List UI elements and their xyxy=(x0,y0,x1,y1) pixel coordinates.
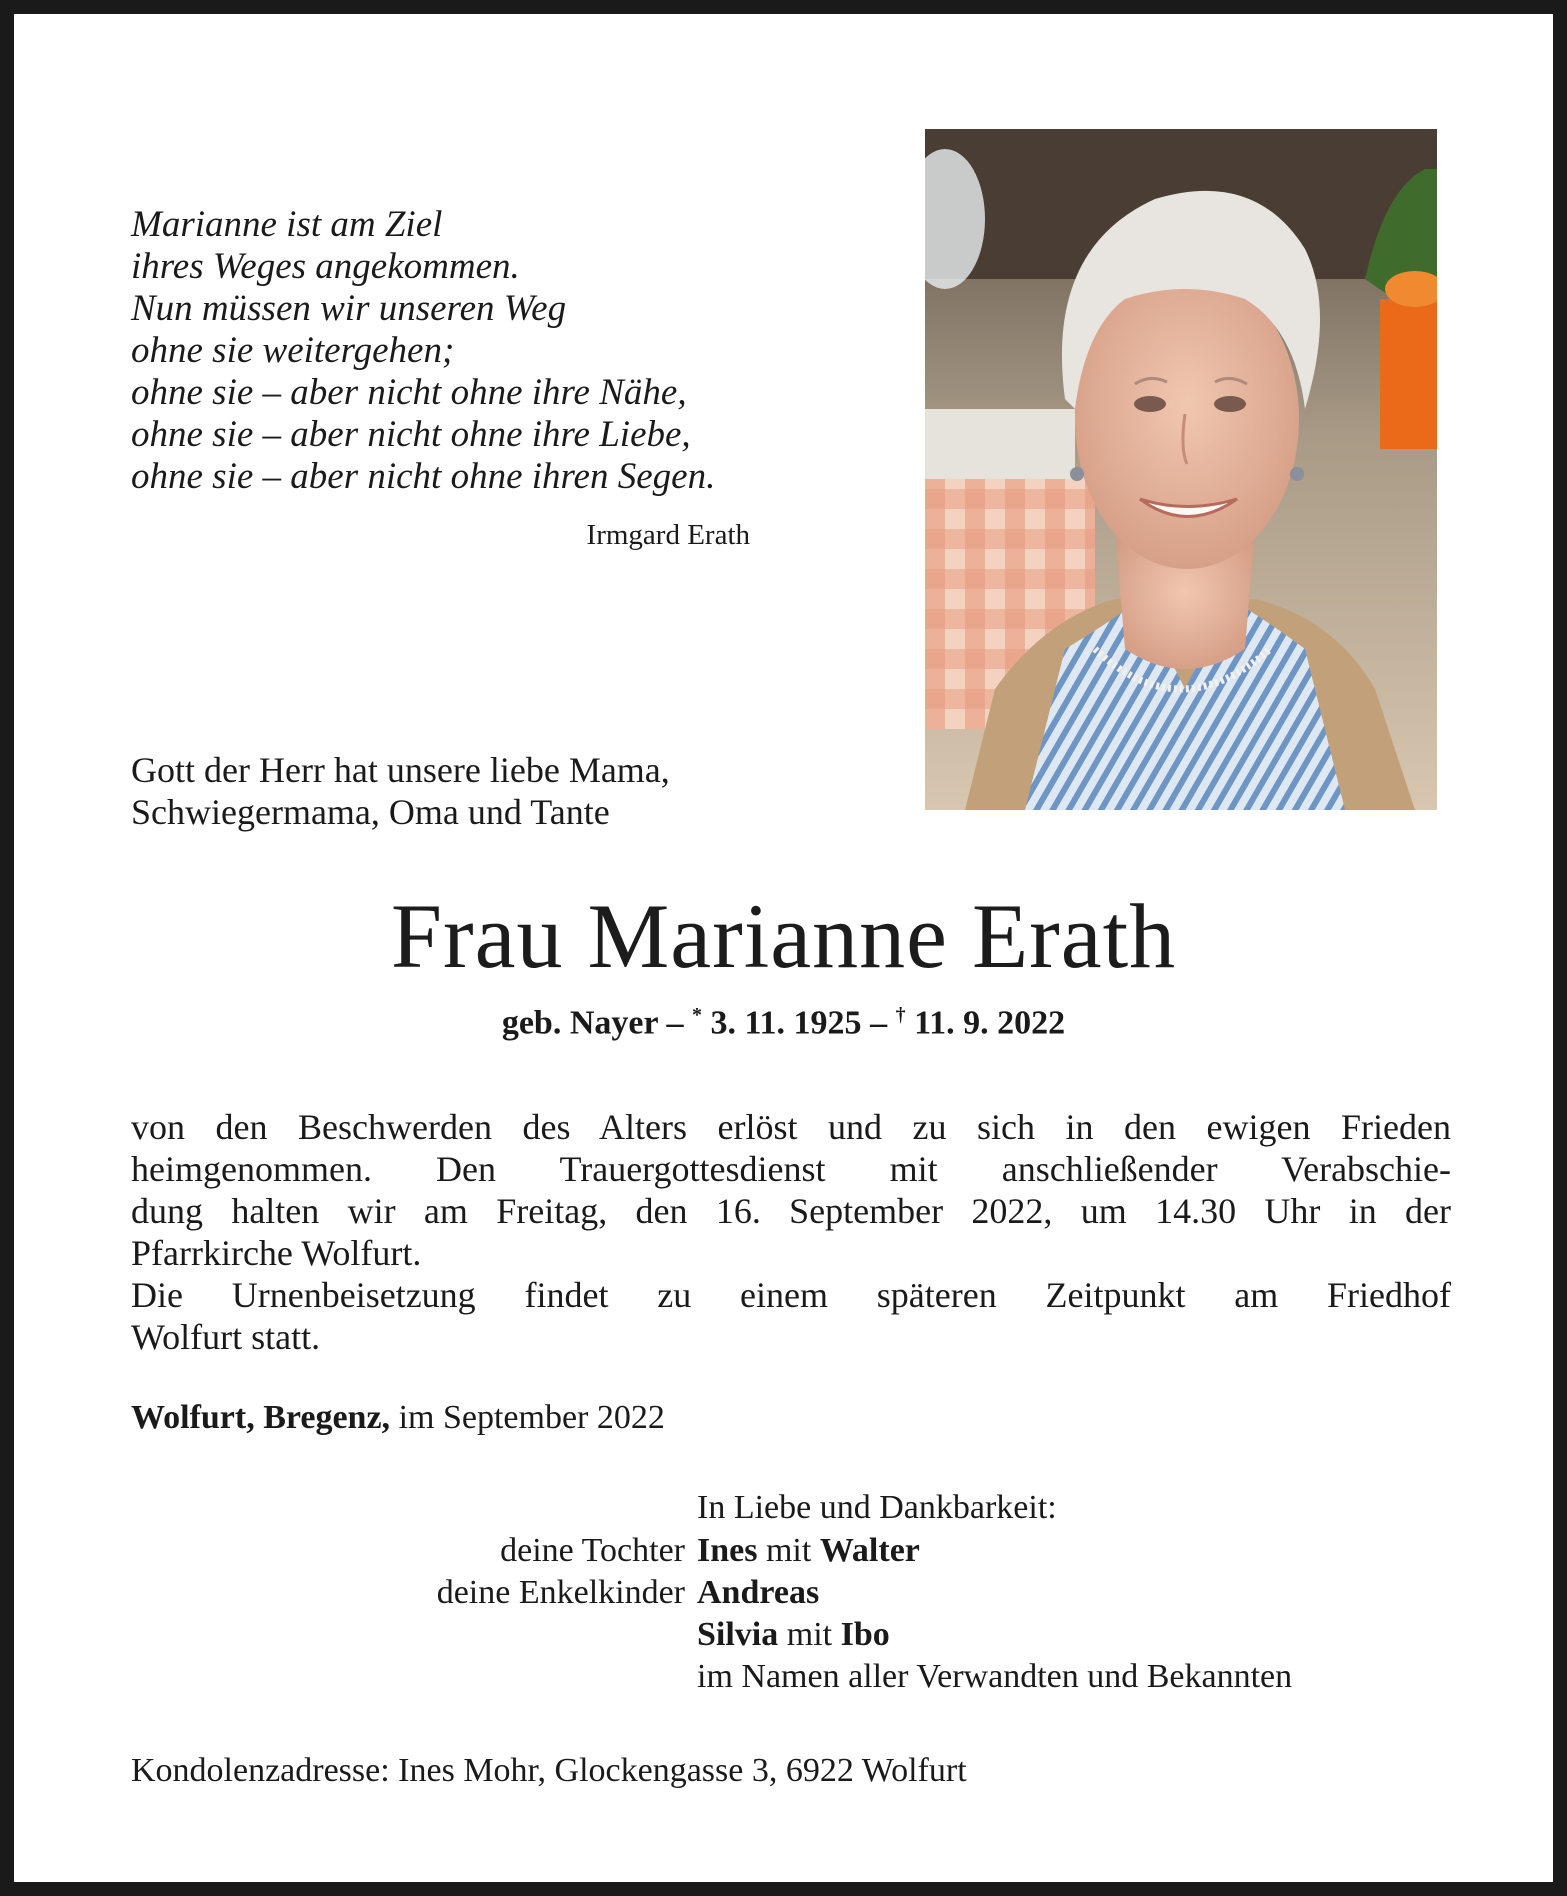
grandchild-2-name: Silvia xyxy=(697,1616,779,1653)
maiden-name: geb. Nayer xyxy=(501,1004,658,1042)
connector: mit xyxy=(757,1532,820,1569)
grandchild-2 xyxy=(697,1616,890,1654)
poem-line: ohne sie – aber nicht ohne ihre Liebe, xyxy=(131,414,691,455)
daughter-label: deine Tochter xyxy=(500,1532,685,1569)
deceased-name: Frau Marianne Erath xyxy=(390,885,1177,987)
poem-line: ohne sie – aber nicht ohne ihre Nähe, xyxy=(131,372,687,413)
death-date: 11. 9. 2022 xyxy=(905,1004,1066,1042)
poem-line: ohne sie – aber nicht ohne ihren Segen. xyxy=(131,456,716,497)
portrait-photo xyxy=(925,129,1437,810)
body-line: dung halten wir am Freitag, den 16. September 2022, um 14.30 Uhr in der xyxy=(131,1191,1451,1231)
grandchild-2-partner: Ibo xyxy=(840,1616,890,1653)
grandchildren-label: deine Enkelkinder xyxy=(436,1574,685,1611)
poem-author: Irmgard Erath xyxy=(586,519,750,551)
daughter-name: Ines xyxy=(697,1532,758,1569)
body-line: Wolfurt statt. xyxy=(131,1317,321,1357)
place-date-text: im September 2022 xyxy=(390,1399,665,1436)
poem-line: Nun müssen wir unseren Weg xyxy=(131,288,567,329)
body-line: von den Beschwerden des Alters erlöst und zu sich in den ewigen Frieden xyxy=(131,1107,1451,1147)
signoff: In Liebe und Dankbarkeit: xyxy=(697,1489,1057,1526)
body-line: heimgenommen. Den Trauergottesdienst mit anschließender Verabschie- xyxy=(131,1149,1451,1189)
others-line: im Namen aller Verwandten und Bekannten xyxy=(697,1658,1293,1695)
separator: – xyxy=(861,1004,896,1042)
place-date xyxy=(131,1399,665,1437)
intro-text xyxy=(131,749,831,833)
intro-line: Schwiegermama, Oma und Tante xyxy=(131,792,610,832)
place-cities: Wolfurt, Bregenz, xyxy=(131,1399,391,1436)
poem xyxy=(131,204,761,498)
body-line: Die Urnenbeisetzung findet zu einem späteren Zeitpunkt am Friedhof xyxy=(131,1275,1451,1315)
birth-date: 3. 11. 1925 xyxy=(701,1004,862,1042)
poem-line: Marianne ist am Ziel xyxy=(131,204,443,245)
poem-line: ihres Weges angekommen. xyxy=(131,246,520,287)
daughter-names xyxy=(697,1532,920,1570)
separator: – xyxy=(657,1004,692,1042)
poem-line: ohne sie weitergehen; xyxy=(131,330,455,371)
life-dates xyxy=(14,1004,1553,1042)
condolence-address: Kondolenzadresse: Ines Mohr, Glockengasse 3, 6922 Wolfurt xyxy=(131,1752,967,1789)
death-symbol: † xyxy=(895,1004,906,1026)
daughter-partner: Walter xyxy=(819,1532,920,1569)
grandchild-1 xyxy=(697,1574,819,1612)
intro-line: Gott der Herr hat unsere liebe Mama, xyxy=(131,750,670,790)
connector: mit xyxy=(778,1616,841,1653)
announcement-text xyxy=(131,1106,1451,1358)
grandchild-1-name: Andreas xyxy=(697,1574,820,1611)
birth-symbol: * xyxy=(691,1004,702,1026)
body-line: Pfarrkirche Wolfurt. xyxy=(131,1233,422,1273)
